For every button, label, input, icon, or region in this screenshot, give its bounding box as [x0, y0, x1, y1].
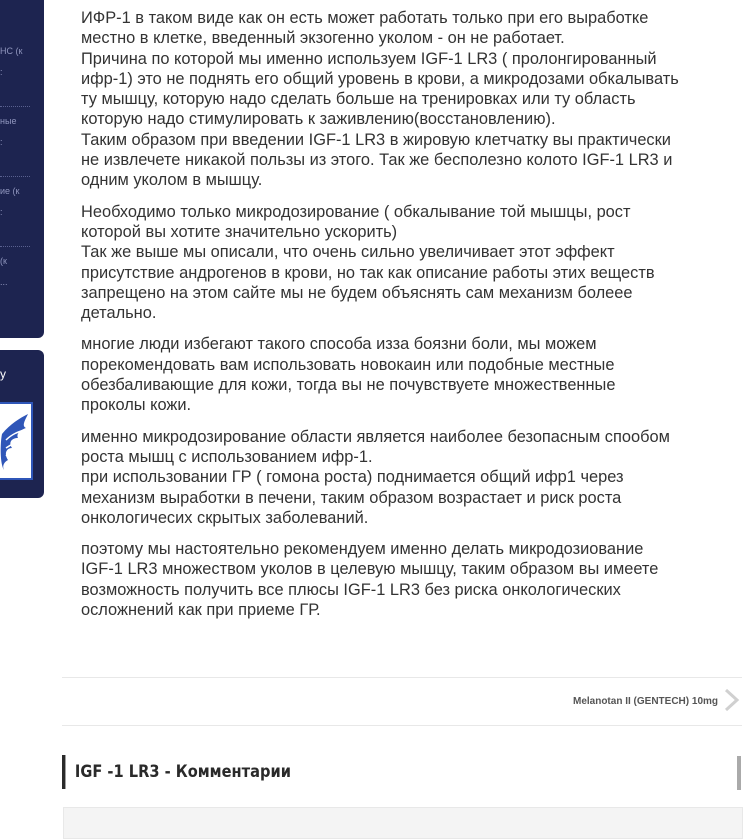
- text-line: Необходимо только микродозирование ( обкалывание той мышцы, рост: [81, 202, 631, 221]
- article-paragraph: [81, 8, 721, 191]
- text-line: ту мышцу, которую надо сделать больше на тренировках или ту область: [81, 90, 636, 109]
- text-line: присутствие андрогенов в крови, но так как описание работы этих веществ: [81, 263, 655, 282]
- text-line: которую надо стимулировать к заживлению(восстановлению).: [81, 110, 556, 129]
- text-line: Так же выше мы описали, что очень сильно увеличивает этот эффект: [81, 243, 615, 262]
- sidebar-item-4[interactable]: (к: [0, 256, 7, 266]
- text-line: Таким образом при введении IGF-1 LR3 в жировую клетчатку вы практически: [81, 130, 671, 149]
- sidebar-divider: [0, 246, 30, 247]
- text-line: одним уколом в мышцу.: [81, 171, 263, 190]
- sidebar-item-3-sub[interactable]: :: [0, 207, 3, 217]
- text-line: при использовании ГР ( гомона роста) поднимается общий ифр1 через: [81, 468, 624, 487]
- article-paragraph: [81, 539, 721, 620]
- sidebar-widget: [0, 350, 44, 498]
- text-line: детально.: [81, 304, 157, 323]
- sidebar-divider: [0, 106, 30, 107]
- text-line: ИФР-1 в таком виде как он есть может работать только при его выработке: [81, 9, 649, 27]
- sidebar-item-1[interactable]: НС (к: [0, 46, 23, 56]
- sidebar-divider: [0, 176, 30, 177]
- text-line: возможность получить все плюсы IGF-1 LR3 без риска онкологических: [81, 580, 621, 599]
- text-line: роста мышц с использованием ифр-1.: [81, 447, 373, 466]
- text-line: механизм выработки в печени, таким образом возрастает и риск роста: [81, 488, 622, 507]
- comments-container[interactable]: [63, 807, 743, 839]
- text-line: многие люди избегают такого способа изза боязни боли, мы можем: [81, 335, 597, 354]
- article-body: [81, 8, 721, 631]
- sidebar-item-2[interactable]: ные: [0, 116, 17, 126]
- text-line: онкологичесих скрытых заболеваний.: [81, 508, 369, 527]
- text-line: обезбаливающие для кожи, тогда вы не почувствуете множественные: [81, 376, 616, 395]
- text-line: IGF-1 LR3 множеством уколов в целевую мышцу, таким образом вы имеете: [81, 560, 659, 579]
- text-line: не извлечете никакой пользы из этого. Так же бесполезно колото IGF-1 LR3 и: [81, 151, 673, 170]
- text-line: ифр-1) это не поднять его общий уровень в крови, а микродозами обкалывать: [81, 69, 679, 88]
- article-paragraph: [81, 334, 721, 415]
- text-line: порекомендовать вам использовать новокаин или подобные местные: [81, 355, 615, 374]
- text-line: местно в клетке, введенный экзогенно уколом - он не работает.: [81, 29, 565, 48]
- text-line: Причина по которой мы именно используем IGF-1 LR3 ( пролонгированный: [81, 49, 657, 68]
- text-line: осложнений как при приеме ГР.: [81, 601, 321, 620]
- text-line: именно микродозирование области является наиболее безопасным спообом: [81, 427, 670, 446]
- sidebar-item-1-sub[interactable]: :: [0, 67, 3, 77]
- comments-heading: IGF -1 LR3 - Комментарии: [62, 755, 291, 789]
- text-line: поэтому мы настоятельно рекомендуем именно делать микродозиование: [81, 540, 644, 559]
- sidebar-item-4-sub[interactable]: ...: [0, 277, 8, 287]
- divider: [62, 677, 742, 678]
- eagle-emblem-icon[interactable]: [0, 402, 33, 480]
- article-paragraph: [81, 202, 721, 324]
- article-paragraph: [81, 427, 721, 528]
- divider: [62, 725, 742, 726]
- text-line: которой вы хотите значительно ускорить): [81, 222, 398, 241]
- sidebar-item-2-sub[interactable]: :: [0, 137, 3, 147]
- text-line: запрещено на этом сайте мы не будем объяснять сам механизм болеее: [81, 283, 633, 302]
- chevron-right-icon[interactable]: [724, 689, 740, 711]
- sidebar-menu: [0, 0, 44, 338]
- next-post-link[interactable]: Melanotan II (GENTECH) 10mg: [572, 696, 718, 707]
- sidebar-item-3[interactable]: ие (к: [0, 186, 20, 196]
- text-line: проколы кожи.: [81, 396, 192, 415]
- section-accent-bar: [737, 756, 741, 790]
- sidebar-widget-title: y: [0, 367, 6, 381]
